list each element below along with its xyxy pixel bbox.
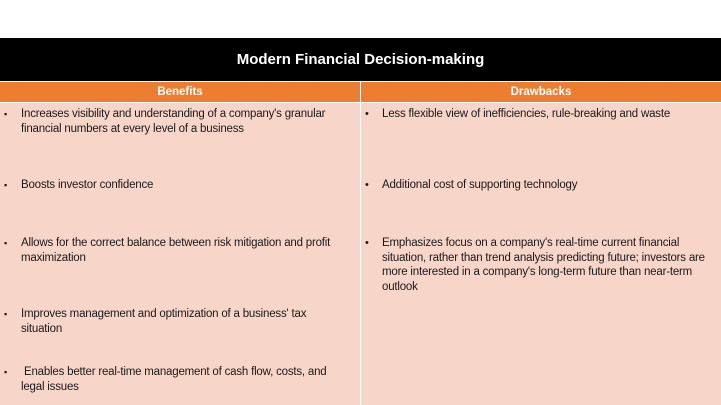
- bullet-icon: ▪: [4, 109, 7, 119]
- benefit-item: [4, 178, 349, 193]
- bullet-icon: •: [365, 108, 369, 120]
- benefit-text: Enables better real-time management of cash flow, costs, and legal issues: [21, 366, 330, 393]
- table-header-row: [0, 82, 721, 102]
- drawback-item: [365, 178, 720, 193]
- benefit-text: Boosts investor confidence: [21, 179, 154, 191]
- bullet-icon: •: [365, 179, 369, 191]
- bullet-icon: •: [365, 237, 369, 249]
- drawback-item: [365, 236, 720, 294]
- benefits-header: Benefits: [0, 82, 360, 102]
- drawback-item: [365, 107, 720, 122]
- benefit-text: Increases visibility and understanding of a company's granular financial numbers at every level of a business: [21, 108, 326, 135]
- drawback-text: Additional cost of supporting technology: [382, 179, 578, 191]
- bullet-icon: ▪: [4, 309, 7, 319]
- benefit-item: [4, 236, 349, 265]
- benefit-text: Improves management and optimization of a business' tax situation: [21, 308, 307, 335]
- drawbacks-column: [360, 103, 721, 405]
- table-title: Modern Financial Decision-making: [0, 38, 721, 81]
- benefit-item: [4, 307, 349, 336]
- benefits-column: [0, 103, 360, 405]
- benefit-item: [4, 107, 349, 136]
- drawbacks-header: Drawbacks: [360, 82, 721, 102]
- bullet-icon: ▪: [4, 180, 7, 190]
- bullet-icon: ▪: [4, 367, 7, 377]
- benefit-text: Allows for the correct balance between risk mitigation and profit maximization: [21, 237, 331, 264]
- drawback-text: Emphasizes focus on a company's real-time current financial situation, rather than trend analysis predicting future; investors are more interested in a company's long-term future than near-term outlook: [382, 237, 705, 293]
- table-body: [0, 103, 721, 405]
- drawback-text: Less flexible view of inefficiencies, rule-breaking and waste: [382, 108, 671, 120]
- bullet-icon: ▪: [4, 238, 7, 248]
- benefit-item: [4, 365, 349, 394]
